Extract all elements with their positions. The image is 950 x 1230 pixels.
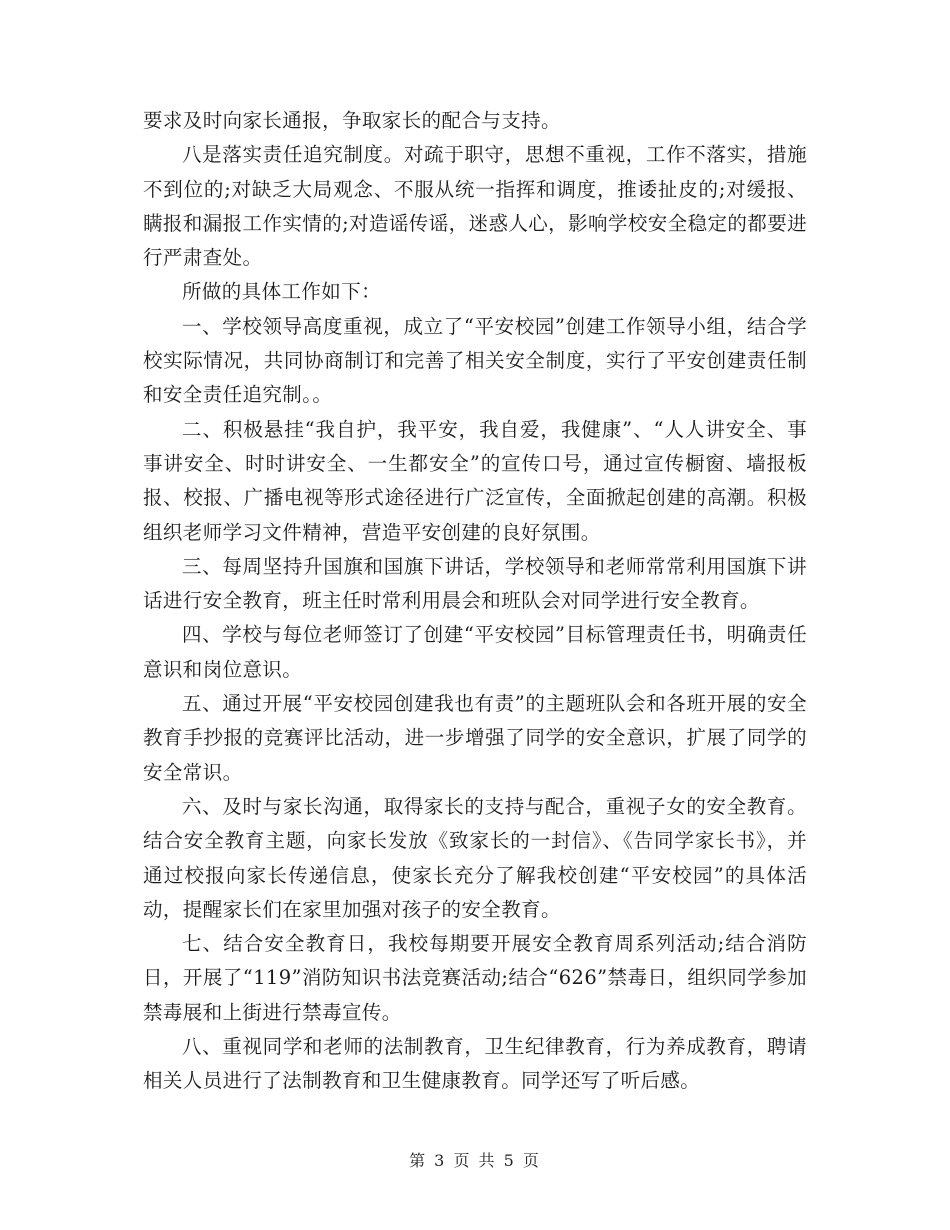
page-number-footer: 第 3 页 共 5 页 <box>409 1151 541 1170</box>
paragraph-3: 所做的具体工作如下： <box>182 280 382 304</box>
paragraph-4: 一、学校领导高度重视，成立了“平安校园”创建工作领导小组，结合学校实际情况，共同协商制订和完善了相关安全制度，实行了平安创建责任制和安全责任追究制。。 <box>143 314 807 407</box>
paragraph-10: 七、结合安全教育日，我校每期要开展安全教育周系列活动;结合消防日，开展了“119”消防知识书法竞赛活动;结合“626”禁毒日，组织同学参加禁毒展和上街进行禁毒宣传。 <box>143 932 807 1024</box>
paragraph-8: 五、通过开展“平安校园创建我也有责”的主题班队会和各班开展的安全教育手抄报的竞赛评比活动，进一步增强了同学的安全意识，扩展了同学的安全常识。 <box>143 692 807 784</box>
paragraph-11: 八、重视同学和老师的法制教育，卫生纪律教育，行为养成教育，聘请相关人员进行了法制教育和卫生健康教育。同学还写了听后感。 <box>143 1035 807 1093</box>
paragraph-1: 要求及时向家长通报，争取家长的配合与支持。 <box>143 109 561 132</box>
paragraph-7: 四、学校与每位老师签订了创建“平安校园”目标管理责任书，明确责任意识和岗位意识。 <box>143 623 807 681</box>
document-body <box>143 104 807 1099</box>
paragraph-5: 二、积极悬挂“我自护，我平安，我自爱，我健康”、“人人讲安全、事事讲安全、时时讲安全、一生都安全”的宣传口号，通过宣传橱窗、墙报板报、校报、广播电视等形式途径进行广泛宣传，全面掀起创建的高潮。积极组织老师学习文件精神，营造平安创建的良好氛围。 <box>143 417 807 544</box>
paragraph-9: 六、及时与家长沟通，取得家长的支持与配合，重视子女的安全教育。结合安全教育主题，向家长发放《致家长的一封信》、《告同学家长书》，并通过校报向家长传递信息，使家长充分了解我校创建“平安校园”的具体活动，提醒家长们在家里加强对孩子的安全教育。 <box>143 794 807 921</box>
paragraph-2: 八是落实责任追究制度。对疏于职守，思想不重视，工作不落实，措施不到位的;对缺乏大局观念、不服从统一指挥和调度，推诿扯皮的;对缓报、瞒报和漏报工作实情的;对造谣传谣，迷惑人心，影响学校安全稳定的都要进行严肃查处。 <box>143 143 807 270</box>
paragraph-6: 三、每周坚持升国旗和国旗下讲话，学校领导和老师常常利用国旗下讲话进行安全教育，班主任时常利用晨会和班队会对同学进行安全教育。 <box>143 554 807 613</box>
